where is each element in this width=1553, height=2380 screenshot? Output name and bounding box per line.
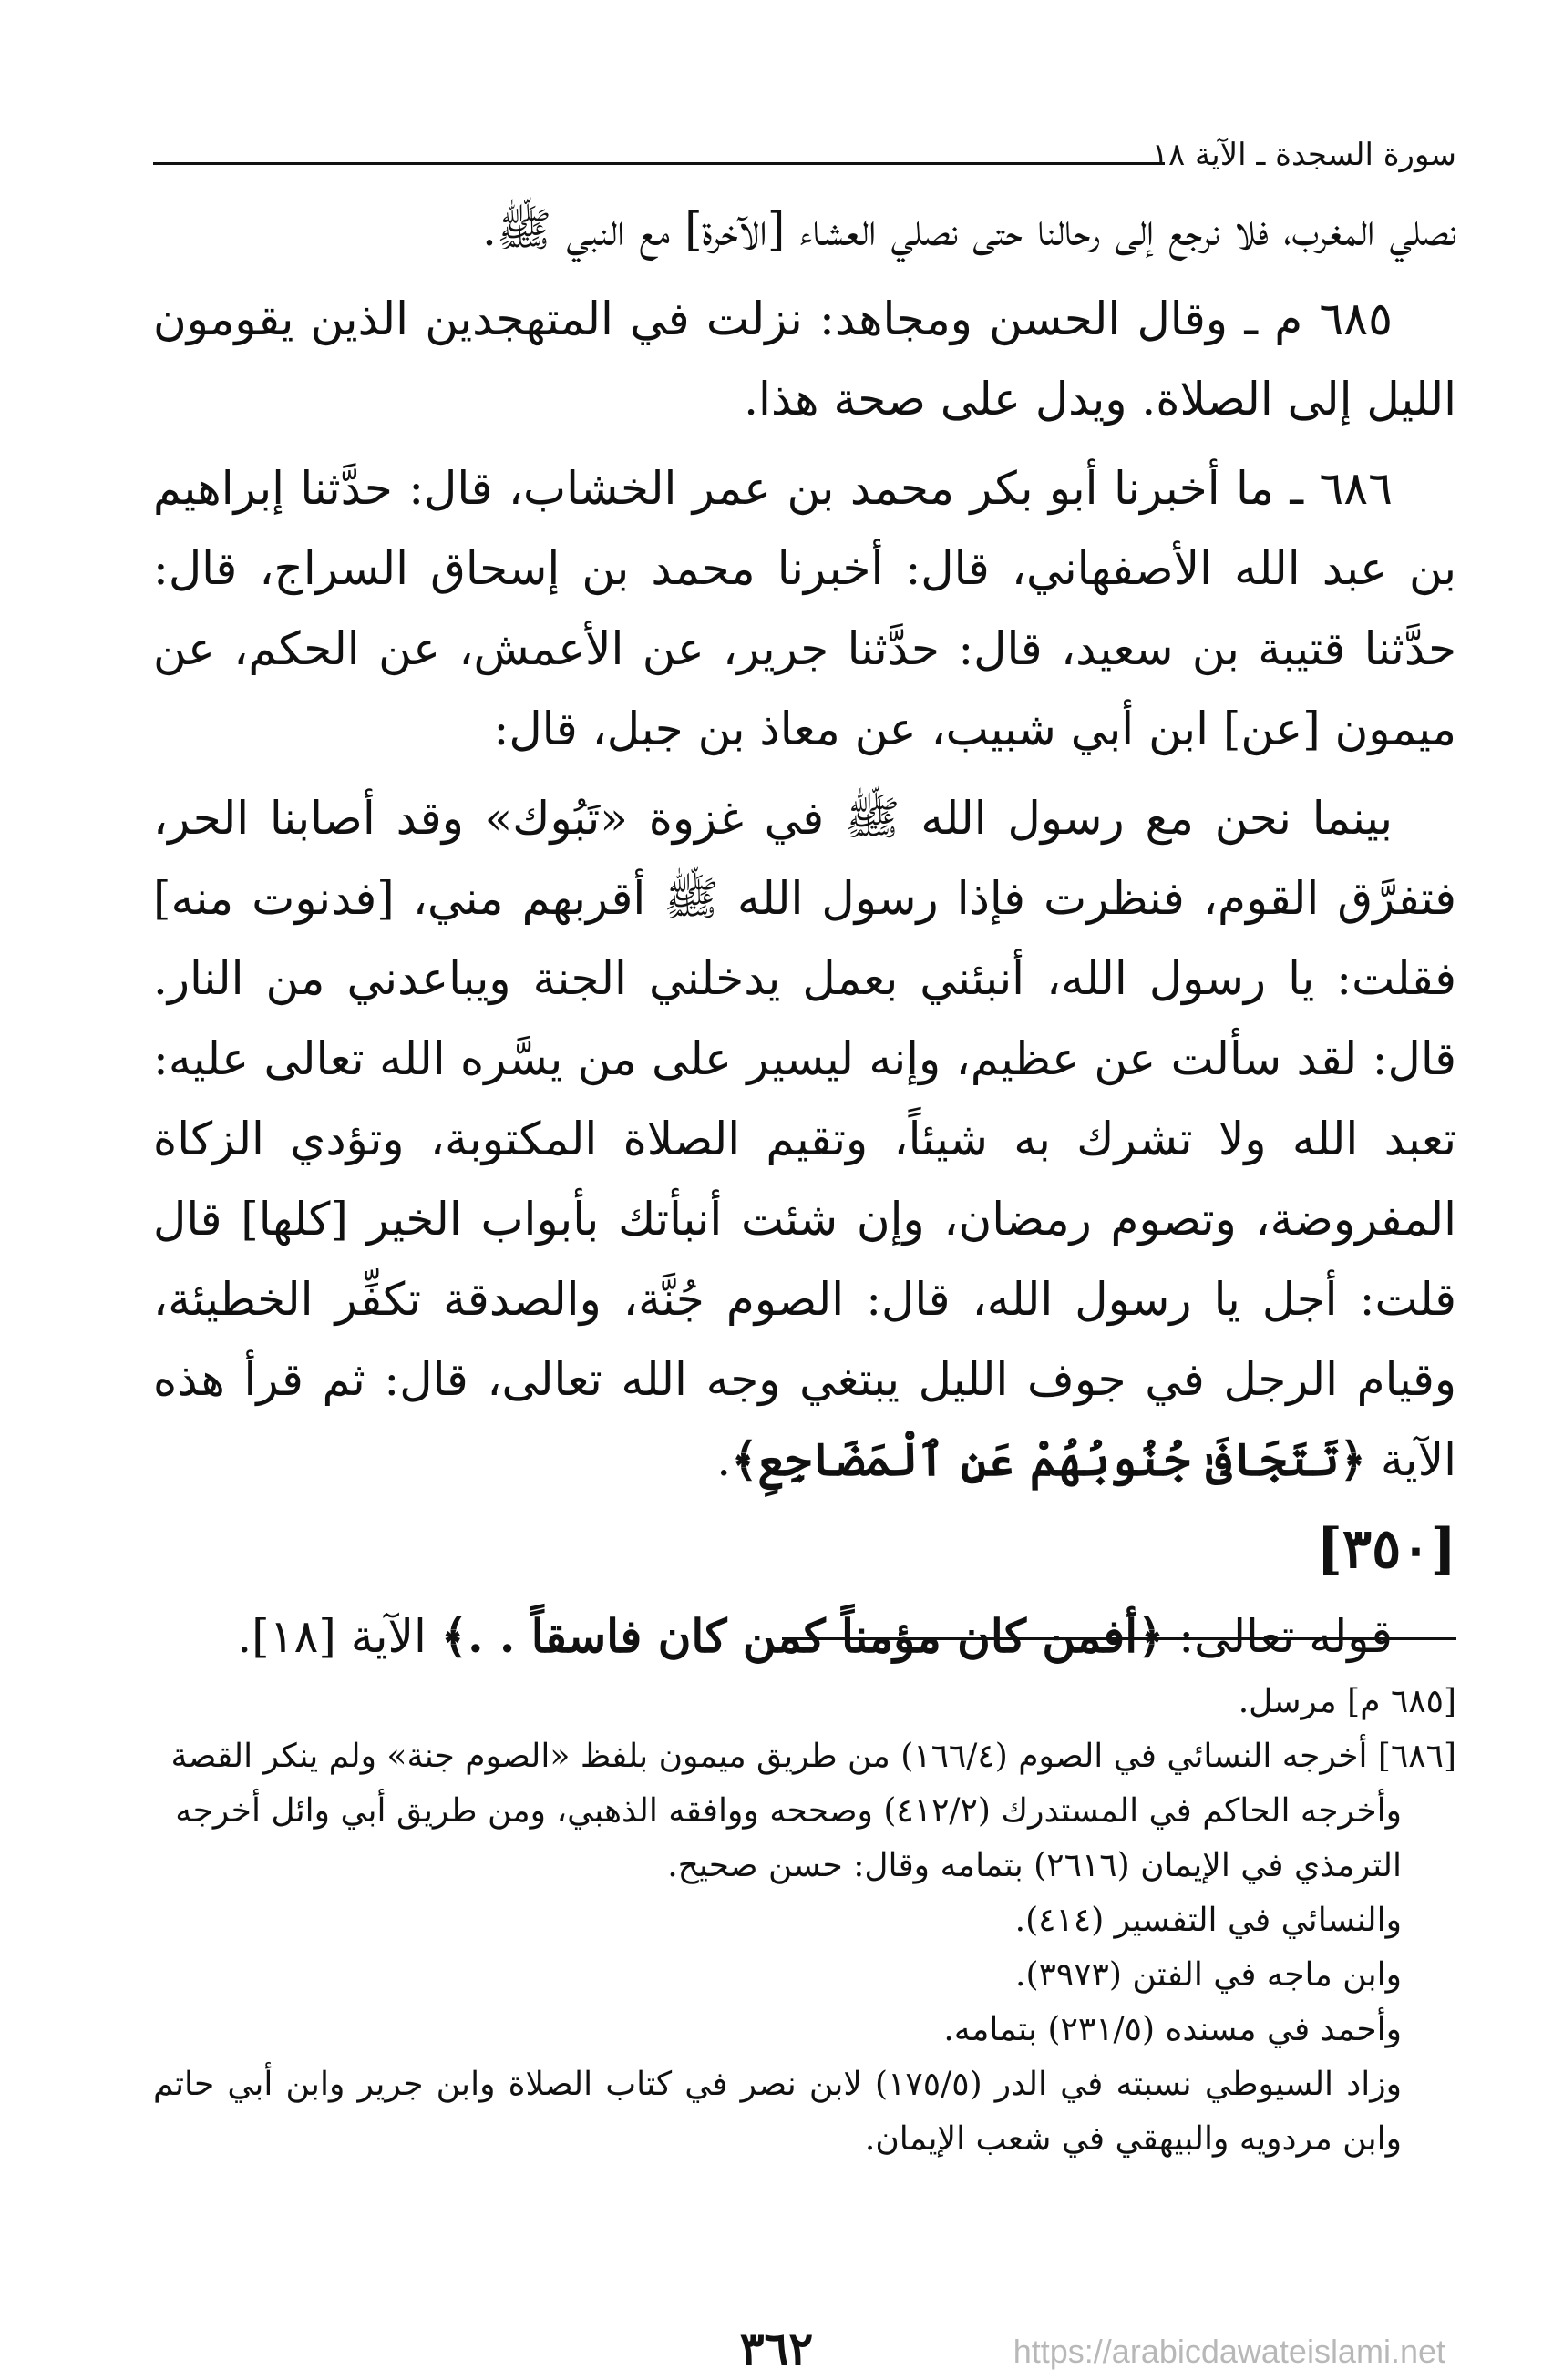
footnote-line: وأحمد في مسنده (٢٣١/٥) بتمامه. [943, 2011, 1402, 2048]
quran-verse-quote: ﴿تَتَجَافَىٰ جُنُوبُهُمْ عَنِ ٱلْمَضَاجِعِ﴾ [731, 1432, 1366, 1486]
paragraph-continuation: نصلي المغرب، فلا نرجع إلى رحالنا حتى نصلي العشاء [الآخرة] مع النبي ﷺ. [482, 203, 1456, 256]
footnote-line: وزاد السيوطي نسبته في الدر (١٧٥/٥) لابن نصر في كتاب الصلاة وابن جرير وابن أبي حاتم وابن مردويه والبيهقي في شعب الإيمان. [153, 2066, 1402, 2158]
page-number: ٣٦٢ [739, 2322, 814, 2375]
running-title: سورة السجدة ـ الآية ١٨ [1151, 137, 1456, 173]
footnotes [153, 1675, 1456, 2167]
footnote-685: [٦٨٥ م] مرسل. [1238, 1683, 1456, 1720]
footnote-line: وأخرجه الحاكم في المستدرك (٤١٢/٢) وصححه ووافقه الذهبي، ومن طريق أبي وائل أخرجه [175, 1792, 1402, 1830]
section-number: [٣٥٠] [1316, 1517, 1456, 1581]
verse-intro-quote: ﴿أفمن كان مؤمناً كمن كان فاسقاً . .﴾ [440, 1609, 1165, 1663]
verse-intro [153, 1593, 1456, 1680]
paragraph-hadith [153, 778, 1456, 1500]
footnote-686: [٦٨٦] أخرجه النسائي في الصوم (١٦٦/٤) من طريق ميمون بلفظ «الصوم جنة» ولم ينكر القصة [170, 1738, 1456, 1775]
hadith-end: . [716, 1433, 732, 1486]
paragraph-686-isnad: ٦٨٦ ـ ما أخبرنا أبو بكر محمد بن عمر الخشاب، قال: حدَّثنا إبراهيم بن عبد الله الأصفهاني، قال: أخبرنا محمد بن إسحاق السراج، قال: حدَّثنا قتيبة بن سعيد، قال: حدَّثنا جرير، عن الأعمش، عن الحكم، عن ميمون [عن] ابن أبي شبيب، عن معاذ بن جبل، قال: [153, 462, 1456, 755]
main-text [153, 190, 1456, 1680]
footnote-rule [782, 1637, 1456, 1640]
verse-intro-prefix: قوله تعالى: [1178, 1610, 1393, 1663]
watermark-url: https://arabicdawateislami.net [1013, 2333, 1445, 2370]
hadith-text: بينما نحن مع رسول الله ﷺ في غزوة «تَبُوك» وقد أصابنا الحر، فتفرَّق القوم، فنظرت فإذا رسول الله ﷺ أقربهم مني، [فدنوت منه] فقلت: يا رسول الله، أنبئني بعمل يدخلني الجنة ويباعدني من النار. قال: لقد سألت عن عظيم، وإنه ليسير على من يسَّره الله تعالى عليه: تعبد الله ولا تشرك به شيئاً، وتقيم الصلاة المكتوبة، وتؤدي الزكاة المفروضة، وتصوم رمضان، وإن شئت أنبأتك بأبواب الخير [كلها] قال قلت: أجل يا رسول الله، قال: الصوم جُنَّة، والصدقة تكفِّر الخطيئة، وقيام الرجل في جوف الليل يبتغي وجه الله تعالى، قال: ثم قرأ هذه الآية [153, 792, 1456, 1486]
footnote-line: والنسائي في التفسير (٤١٤). [1014, 1902, 1402, 1939]
running-header [153, 135, 1456, 182]
footnote-line: الترمذي في الإيمان (٢٦١٦) بتمامه وقال: حسن صحيح. [667, 1847, 1402, 1884]
header-rule [153, 162, 1165, 165]
paragraph-685: ٦٨٥ م ـ وقال الحسن ومجاهد: نزلت في المتهجدين الذين يقومون الليل إلى الصلاة. ويدل على صحة هذا. [153, 292, 1456, 426]
footnote-line: وابن ماجه في الفتن (٣٩٧٣). [1015, 1956, 1402, 1994]
verse-intro-suffix: الآية [١٨]. [237, 1610, 427, 1663]
